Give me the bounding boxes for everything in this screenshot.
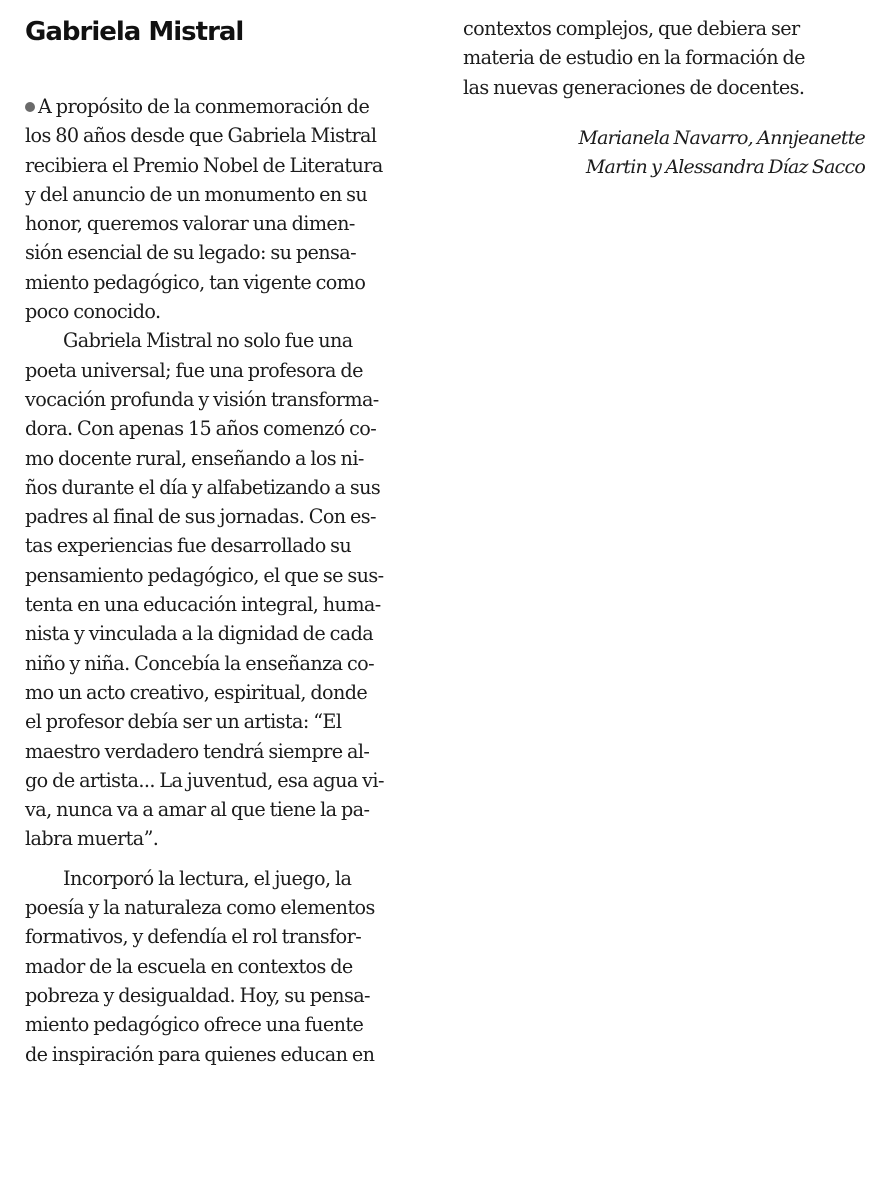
article-line: de inspiración para quienes educan en — [25, 1042, 375, 1066]
article-line: niño y niña. Concebía la enseñanza co- — [25, 651, 374, 675]
article-line: mador de la escuela en contextos de — [25, 954, 353, 978]
article-line: tas experiencias fue desarrollado su — [25, 534, 352, 558]
article-line: vocación profunda y visión transforma- — [25, 387, 379, 411]
article-line: materia de estudio en la formación de — [463, 46, 805, 70]
article-line: y del anuncio de un monumento en su — [25, 182, 368, 206]
paragraph-1 — [25, 92, 430, 326]
signature-line: Marianela Navarro, Annjeanette — [578, 126, 865, 149]
article-line: tenta en una educación integral, huma- — [25, 593, 381, 617]
article-line: mo un acto creativo, espiritual, donde — [25, 680, 368, 704]
article-line: el profesor debía ser un artista: “El — [25, 710, 342, 734]
article-line: honor, queremos valorar una dimen- — [25, 212, 355, 236]
article-line: A propósito de la conmemoración de — [25, 92, 430, 121]
article-line: pensamiento pedagógico, el que se sus- — [25, 563, 384, 587]
article-line: los 80 años desde que Gabriela Mistral — [25, 124, 377, 148]
paragraph-3-continued — [463, 14, 865, 102]
article-line: las nuevas generaciones de docentes. — [463, 75, 805, 99]
article-line: poesía y la naturaleza como elementos — [25, 896, 375, 920]
article-line: contextos complejos, que debiera ser — [463, 17, 800, 40]
article-line: poco conocido. — [25, 300, 161, 324]
article-line: formativos, y defendía el rol transfor- — [25, 925, 362, 949]
article-line: ños durante el día y alfabetizando a sus — [25, 475, 381, 499]
article-line: va, nunca va a amar al que tiene la pa- — [25, 798, 370, 822]
article-line: go de artista... La juventud, esa agua vi- — [25, 768, 384, 792]
author-signature — [463, 124, 865, 183]
signature-line: Martin y Alessandra Díaz Sacco — [585, 156, 865, 179]
bullet-icon — [25, 102, 35, 112]
article-line: padres al final de sus jornadas. Con es- — [25, 505, 376, 529]
article-line: Incorporó la lectura, el juego, la — [63, 866, 352, 890]
paragraph-2 — [25, 326, 430, 853]
paragraph-3 — [25, 864, 430, 1069]
article-line: labra muerta”. — [25, 827, 159, 851]
article-line: Gabriela Mistral no solo fue una — [63, 329, 353, 353]
article-line: maestro verdadero tendrá siempre al- — [25, 739, 370, 763]
article-line: recibiera el Premio Nobel de Literatura — [25, 153, 383, 177]
article-line: miento pedagógico, tan vigente como — [25, 270, 366, 294]
article-line: nista y vinculada a la dignidad de cada — [25, 622, 374, 646]
article-line: miento pedagógico ofrece una fuente — [25, 1013, 364, 1037]
article-line: mo docente rural, enseñando a los ni- — [25, 446, 364, 470]
article-title: Gabriela Mistral — [25, 17, 244, 47]
article-line: poeta universal; fue una profesora de — [25, 358, 363, 382]
article-line: pobreza y desigualdad. Hoy, su pensa- — [25, 983, 370, 1007]
article-line: dora. Con apenas 15 años comenzó co- — [25, 417, 377, 441]
left-column — [25, 14, 430, 1069]
right-column — [463, 14, 865, 182]
article-line: sión esencial de su legado: su pensa- — [25, 241, 356, 265]
